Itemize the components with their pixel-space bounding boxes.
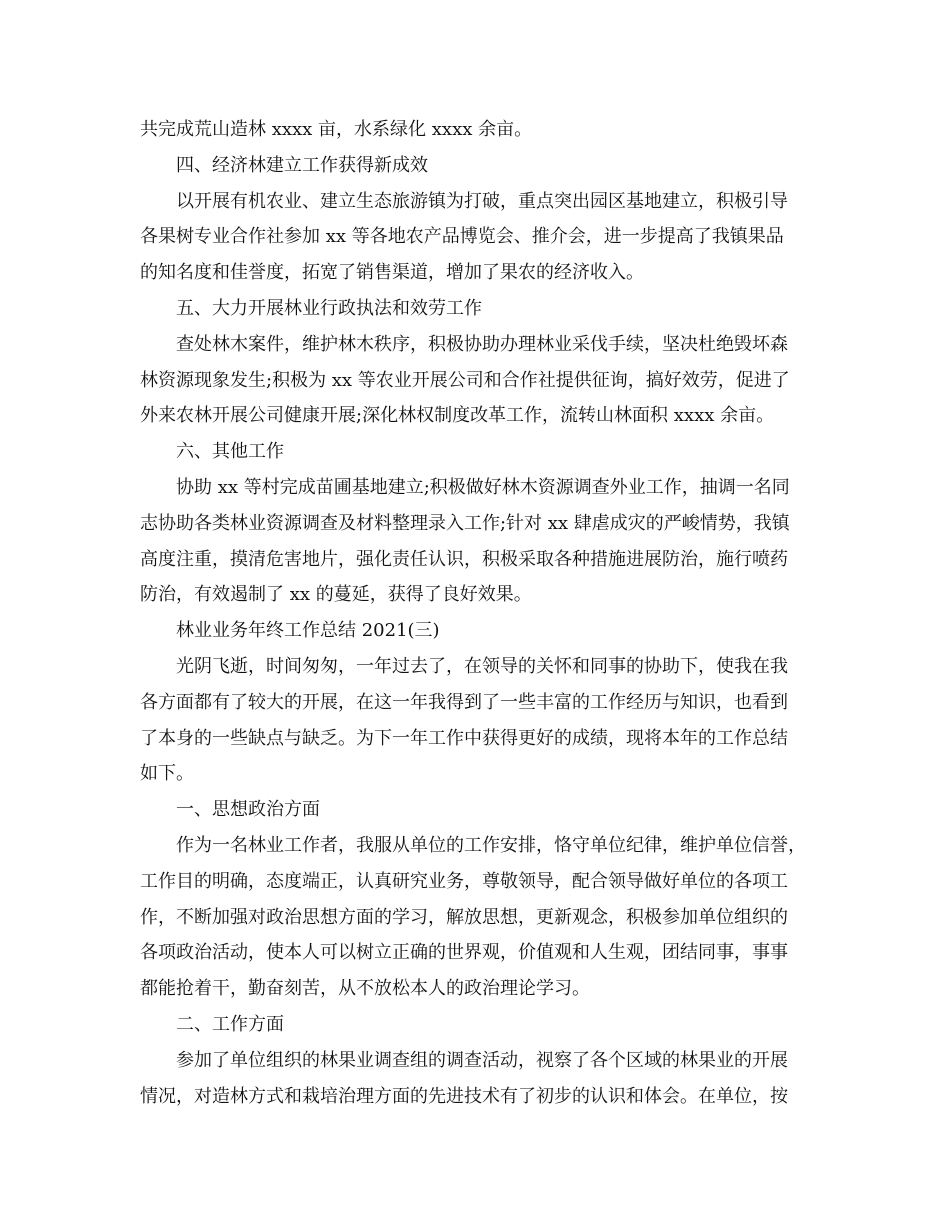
text-line-13: 高度注重，摸清危害地片，强化责任认识，积极采取各种措施进展防治，施行喷药 [140,548,788,570]
text-line-28: 情况，对造林方式和栽培治理方面的先进技术有了初步的认识和体会。在单位，按 [140,1085,788,1107]
section-heading-economic-forest: 四、经济林建立工作获得新成效 [176,154,428,176]
text-line-14: 防治，有效遏制了 xx 的蔓延，获得了良好效果。 [140,584,532,606]
text-line-18: 了本身的一些缺点与缺乏。为下一年工作中获得更好的成绩，现将本年的工作总结 [140,727,788,749]
text-line-7: 查处林木案件，维护林木秩序，积极协助办理林业采伐手续，坚决杜绝毁坏森 [176,333,788,355]
document-body [140,112,812,1114]
text-line-8: 林资源现象发生;积极为 xx 等农业开展公司和合作社提供征询，搞好效劳，促进了 [140,369,790,391]
text-line-9: 外来农林开展公司健康开展;深化林权制度改革工作，流转山林面积 xxxx 余亩。 [140,405,775,427]
text-line-23: 作，不断加强对政治思想方面的学习，解放思想，更新观念，积极参加单位组织的 [140,906,788,928]
text-line-24: 各项政治活动，使本人可以树立正确的世界观，价值观和人生观，团结同事，事事 [140,942,788,964]
document-subtitle: 林业业务年终工作总结 2021(三) [176,620,440,642]
text-line-27: 参加了单位组织的林果业调查组的调查活动，视察了各个区域的林果业的开展 [176,1049,788,1071]
text-line-3: 以开展有机农业、建立生态旅游镇为打破，重点突出园区基地建立，积极引导 [176,190,788,212]
section-heading-law-enforcement: 五、大力开展林业行政执法和效劳工作 [176,297,482,319]
text-line-12: 志协助各类林业资源调查及材料整理录入工作;针对 xx 肆虐成灾的严峻情势，我镇 [140,512,790,534]
text-line-16: 光阴飞逝，时间匆匆，一年过去了，在领导的关怀和同事的协助下，使我在我 [176,655,788,677]
text-line-1: 共完成荒山造林 xxxx 亩，水系绿化 xxxx 余亩。 [140,119,533,140]
text-line-11: 协助 xx 等村完成苗圃基地建立;积极做好林木资源调查外业工作，抽调一名同 [176,476,790,498]
section-heading-work: 二、工作方面 [176,1013,284,1035]
text-line-4: 各果树专业合作社参加 xx 等各地农产品博览会、推介会，进一步提高了我镇果品 [140,226,784,248]
text-line-25: 都能抢着干，勤奋刻苦，从不放松本人的政治理论学习。 [140,978,590,1000]
section-heading-political: 一、思想政治方面 [176,799,320,821]
text-line-19: 如下。 [140,763,194,785]
text-line-21: 作为一名林业工作者，我服从单位的工作安排，恪守单位纪律，维护单位信誉， [176,834,806,856]
section-heading-other-work: 六、其他工作 [176,441,284,463]
text-line-17: 各方面都有了较大的开展，在这一年我得到了一些丰富的工作经历与知识，也看到 [140,691,788,713]
text-line-22: 工作目的明确，态度端正，认真研究业务，尊敬领导，配合领导做好单位的各项工 [140,870,788,892]
text-line-5: 的知名度和佳誉度，拓宽了销售渠道，增加了果农的经济收入。 [140,262,644,284]
